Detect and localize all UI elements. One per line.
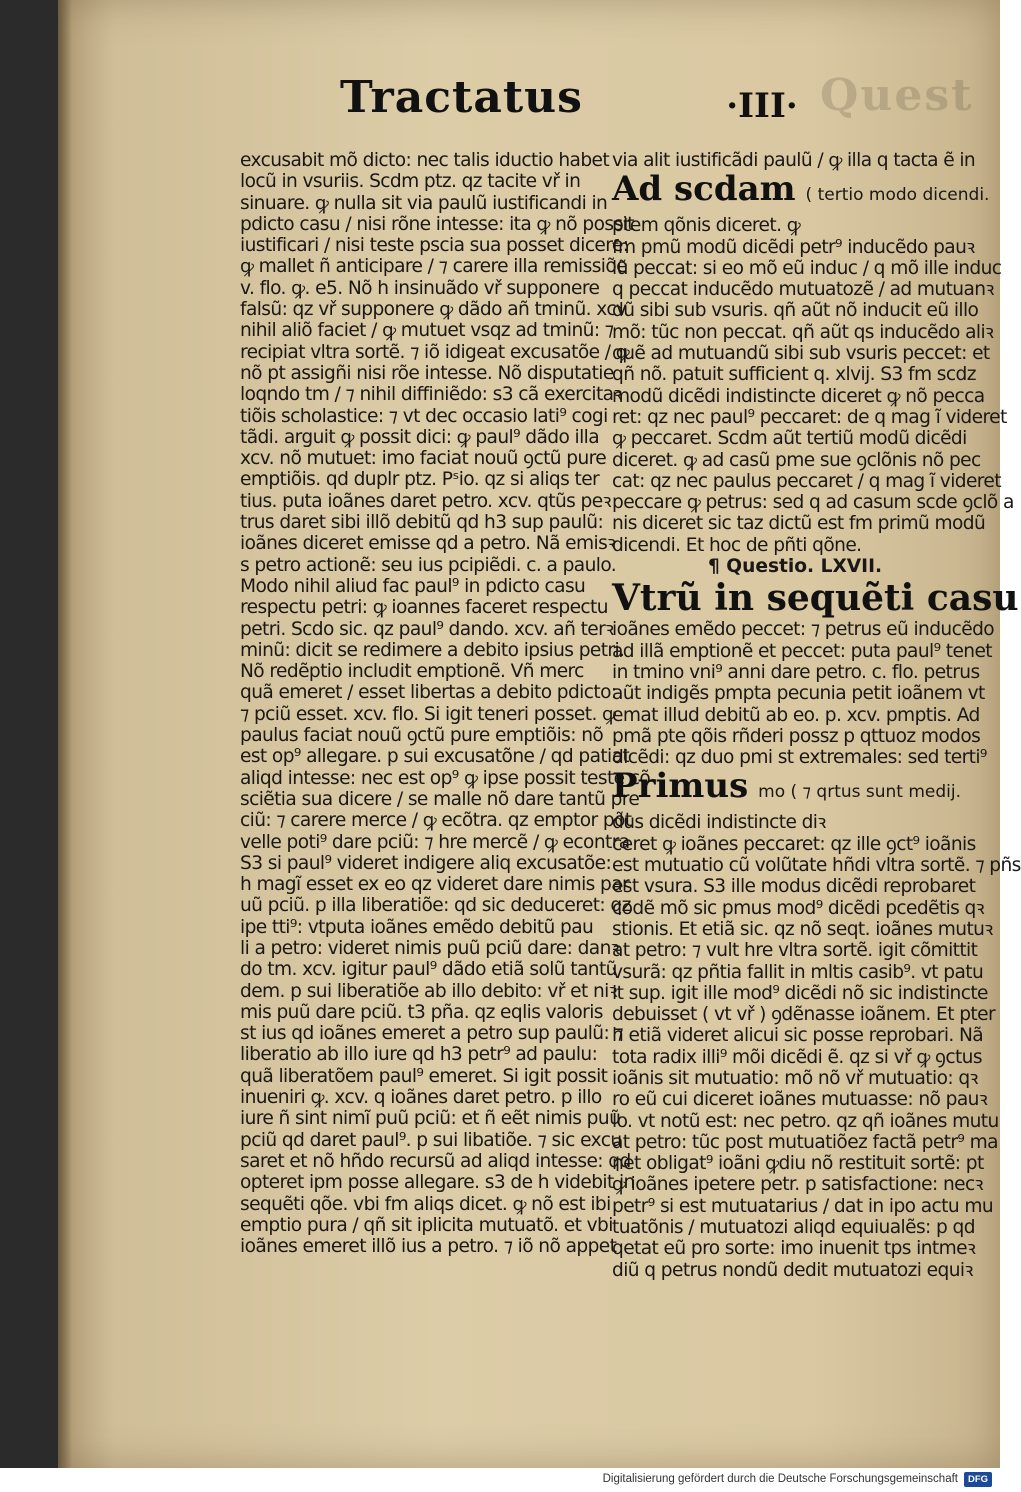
text-line: dicẽdi: qz duo pmi st extremales: sed terti⁹ bbox=[612, 747, 987, 769]
text-line: dus dicẽdi indistincte diꝛ bbox=[612, 812, 826, 834]
text-line: vsurã: qz pñtia fallit in mltis casib⁹. vt patu bbox=[612, 961, 984, 983]
dfg-logo: DFG bbox=[964, 1472, 992, 1487]
text-line: at petro: ⁊ vult hre vltra sortẽ. igit cõmittit bbox=[612, 940, 978, 962]
folio-value: III bbox=[738, 86, 786, 126]
text-line: net obligat⁹ ioãni ꝙdiu nõ restituit sortẽ: pt bbox=[612, 1153, 984, 1175]
text-line: ioãnes emeret illõ ius a petro. ⁊ iõ nõ appet bbox=[240, 1236, 617, 1258]
text-line: nõ pt assigñi nisi rõe intesse. Nõ disputatie bbox=[240, 362, 614, 384]
text-line: ꝙ peccaret. Scdm aũt tertiũ modũ dicẽdi bbox=[612, 428, 967, 450]
text-line: quã emeret / esset libertas a debito pdicto: bbox=[240, 682, 617, 704]
text-line: do tm. xcv. igitur paul⁹ dãdo etiã solũ tantũ bbox=[240, 959, 617, 981]
text-line: ⁊ pciũ esset. xcv. flo. Si igit teneri posset. ꝙ bbox=[240, 703, 616, 725]
text-line: minũ: dicit se redimere a debito ipsius petri. bbox=[240, 639, 625, 661]
text-line: li a petro: videret nimis puũ pciũ dare: danꝛ bbox=[240, 937, 619, 959]
footer-bar bbox=[0, 1468, 1000, 1492]
text-line: via alit iustificãdi paulũ / ꝙ illa q tacta ẽ in bbox=[612, 150, 976, 171]
text-line: dicendi. Et hoc de pñti qõne. bbox=[612, 534, 862, 556]
text-line: excusabit mõ dicto: nec talis iductio habet bbox=[240, 150, 610, 171]
question-label: ¶ Questio. LXVII. bbox=[708, 556, 883, 578]
text-line: paulus faciat nouũ ꝯctũ pure emptiõis: nõ bbox=[240, 725, 604, 747]
text-line: respectu petri: ꝙ ioannes faceret respectu bbox=[240, 597, 608, 619]
text-line: diceret. ꝙ ad casũ pme sue ꝯclõnis nõ pec bbox=[612, 449, 981, 471]
text-line: in tmino vni⁹ anni dare petro. c. flo. petrus bbox=[612, 661, 980, 683]
text-line: loqndo tm / ⁊ nihil diffiniẽdo: s3 cã exercitaꝛ bbox=[240, 384, 622, 406]
text-line: ro eũ cui diceret ioãnes mutuasse: nõ pauꝛ bbox=[612, 1089, 988, 1111]
section-rubric-primus bbox=[612, 768, 968, 812]
text-line: ioãnis sit mutuatio: mõ nõ vř mutuatio: qꝛ bbox=[612, 1067, 978, 1089]
text-line: ret: qz nec paul⁹ peccaret: de q mag ĩ videret bbox=[612, 406, 1007, 428]
rubric-initial-primus: Primus bbox=[612, 766, 749, 807]
text-line: velle poti⁹ dare pciũ: ⁊ hre mercẽ / ꝙ econtra bbox=[240, 831, 630, 853]
text-line: est vsura. S3 ille modus dicẽdi reprobaret bbox=[612, 876, 976, 898]
text-line: ciũ: ⁊ carere merce / ꝙ ecõtra. qz emptor põt bbox=[240, 810, 632, 832]
text-line: ceret ꝙ ioãnes peccaret: qz ille ꝯct⁹ ioãnis bbox=[612, 833, 976, 855]
text-line: h etiã videret alicui sic posse reprobari. Nã bbox=[612, 1025, 984, 1047]
text-line: ꝙ mallet ñ anticipare / ⁊ carere illa remissiõe bbox=[240, 256, 627, 278]
text-line: ioãnes diceret emisse qd a petro. Nã emisꝛ bbox=[240, 533, 616, 555]
text-line: tota radix illi⁹ mõi dicẽdi ẽ. qz si vř ꝙ ꝯctus bbox=[612, 1046, 982, 1068]
text-line: est mutuatio cũ volũtate hñdi vltra sortẽ. ⁊ pñs bbox=[612, 855, 1021, 877]
text-line: fm pmũ modũ dicẽdi petr⁹ inducẽdo pauꝛ bbox=[612, 236, 975, 258]
text-line: modũ dicẽdi indistincte diceret ꝙ nõ pecca bbox=[612, 385, 985, 407]
text-line: opteret ipm posse allegare. s3 de h videbit in bbox=[240, 1172, 635, 1194]
text-block-b bbox=[612, 619, 995, 769]
text-line: qetat eũ pro sorte: imo inuenit tps intmeꝛ bbox=[612, 1238, 976, 1260]
text-line: tãdi. arguit ꝙ possit dici: ꝙ paul⁹ dãdo illa bbox=[240, 426, 600, 448]
text-line: ioãnes emẽdo peccet: ⁊ petrus eũ inducẽdo bbox=[612, 619, 995, 641]
text-line: liberatio ab illo iure qd h3 petr⁹ ad paulu: bbox=[240, 1044, 598, 1066]
text-line: petr⁹ si est mutuatarius / dat in ipo actu mu bbox=[612, 1195, 994, 1217]
text-line: nis diceret sic taz dictũ est fm primũ modũ bbox=[612, 513, 986, 535]
text-line: Modo nihil aliud fac paul⁹ in pdicto casu bbox=[240, 575, 586, 597]
text-line: diũ q petrus nondũ dedit mutuatozi equiꝛ bbox=[612, 1259, 973, 1281]
text-line: codẽ mõ sic pmus mod⁹ dicẽdi pcedẽtis qꝛ bbox=[612, 897, 984, 919]
text-line: trus daret sibi illõ debitũ qd h3 sup paulũ: bbox=[240, 512, 604, 534]
text-line: iure ñ sint nimĩ puũ pciũ: et ñ eẽt nimis puũ bbox=[240, 1108, 621, 1130]
text-line: saret et nõ hñdo recursũ ad aliqd intesse: qd bbox=[240, 1150, 631, 1172]
text-line: uũ pciũ. p illa liberatiõe: qd sic deduceret: qz bbox=[240, 895, 631, 917]
text-line: recipiat vltra sortẽ. ⁊ iõ idigeat excusatõe / ꝙ bbox=[240, 341, 630, 363]
text-line: s petro actionẽ: seu ius pcipiẽdi. c. a paulo. bbox=[240, 554, 617, 576]
text-line: v. flo. ꝙ. e5. Nõ h insinuãdo vř supponere bbox=[240, 277, 600, 299]
right-text-column bbox=[612, 150, 1021, 1281]
rubric-initial: Ad scdam bbox=[612, 169, 796, 210]
text-line: emptio pura / qñ sit iplicita mutuatõ. et vbi bbox=[240, 1214, 613, 1236]
text-line: aliqd intesse: nec est op⁹ ꝙ ipse possit teste cõ bbox=[240, 767, 651, 789]
text-line: falsũ: qz vř supponere ꝙ dãdo añ tminũ. xcv bbox=[240, 299, 627, 321]
text-line: emptiõis. qd duplr ptz. Pˢio. qz si aliqs ter bbox=[240, 469, 600, 491]
text-line: lo. vt notũ est: nec petro. qz qñ ioãnes mutu bbox=[612, 1110, 999, 1132]
bleed-through-text: Quest bbox=[820, 70, 974, 121]
text-line: locũ in vsuriis. Scdm ptz. qz tacite vř in bbox=[240, 171, 581, 193]
text-line: nihil aliõ faciet / ꝙ mutuet vsqz ad tminũ: ⁊ bbox=[240, 320, 614, 342]
text-line: peccare ꝙ petrus: sed q ad casum scde ꝯclõ a bbox=[612, 492, 1014, 514]
text-line: q peccat inducẽdo mutuatozẽ / ad mutuanꝛ bbox=[612, 279, 994, 301]
text-line: xcv. nõ mutuet: imo faciat nouũ ꝯctũ pure bbox=[240, 448, 607, 470]
text-line: ipe tti⁹: vtputa ioãnes emẽdo debitũ pau bbox=[240, 916, 594, 938]
text-line: quẽ ad mutuandũ sibi sub vsuris peccet: et bbox=[612, 343, 990, 365]
text-line: inueniri ꝙ. xcv. q ioãnes daret petro. p illo bbox=[240, 1087, 602, 1109]
page-edge-shadow bbox=[58, 0, 72, 1468]
text-line: at petro: tũc post mutuatiõez factã petr⁹ ma bbox=[612, 1131, 998, 1153]
text-line: tuatõnis / mutuatozi aliqd equiualẽs: p qd bbox=[612, 1217, 975, 1239]
text-line: iustificari / nisi teste pscia sua posset dicere: bbox=[240, 235, 629, 257]
text-line: quã liberatõem paul⁹ emeret. Si igit possit bbox=[240, 1065, 608, 1087]
text-line: tius. puta ioãnes daret petro. xcv. qtũs peꝛ bbox=[240, 490, 611, 512]
text-line: stionis. Et etiã sic. qz nõ seqt. ioãnes mutuꝛ bbox=[612, 918, 993, 940]
funding-credit: Digitalisierung gefördert durch die Deutsche Forschungsgemeinschaft bbox=[602, 1473, 958, 1485]
text-line: dũ sibi sub vsuris. qñ aũt nõ inducit eũ illo bbox=[612, 300, 979, 322]
text-block-a bbox=[612, 215, 1014, 556]
text-line: st ius qd ioãnes emeret a petro sup paulũ: ⁊ bbox=[240, 1023, 624, 1045]
text-line: mis puũ dare pciũ. t3 pña. qz eqlis valoris bbox=[240, 1001, 603, 1023]
text-line: dem. p sui liberatiõe ab illo debito: vř et niꝛ bbox=[240, 980, 617, 1002]
text-line: pmã pte qõis rñderi possz p qttuoz modos bbox=[612, 725, 981, 747]
text-line: debuisset ( vt vř ) ꝯdẽnasse ioãnem. Et pter bbox=[612, 1004, 995, 1026]
folio-number: ·III· bbox=[726, 86, 798, 126]
text-line: emat illud debitũ ab eo. p. xcv. pmptis. Ad bbox=[612, 704, 980, 726]
text-line: est op⁹ allegare. p sui excusatõne / qd patiat bbox=[240, 746, 630, 768]
text-line: sciẽtia sua dicere / se malle nõ dare tantũ pre bbox=[240, 788, 640, 810]
text-line: it sup. igit ille mod⁹ dicẽdi nõ sic indistincte bbox=[612, 982, 988, 1004]
running-title: Tractatus bbox=[340, 72, 583, 123]
text-line: sequẽti qõe. vbi fm aliqs dicet. ꝙ nõ est ibi bbox=[240, 1193, 611, 1215]
text-line: pciũ qd daret paul⁹. p sui libatiõe. ⁊ sic excu bbox=[240, 1129, 622, 1151]
text-line: pdicto casu / nisi rõne intesse: ita ꝙ nõ possit bbox=[240, 213, 634, 235]
text-line: Nõ redẽptio includit emptionẽ. Vñ merc bbox=[240, 661, 584, 683]
text-line: ꝙ ioãnes ipetere petr. p satisfactione: necꝛ bbox=[612, 1174, 983, 1196]
left-text-column bbox=[240, 150, 651, 1258]
text-line: tiõis scholastice: ⁊ vt dec occasio lati⁹ cogi bbox=[240, 405, 608, 427]
text-line: lũ peccat: si eo mõ eũ induc / q mõ ille induc bbox=[612, 257, 1002, 279]
text-line: ad illã emptionẽ et peccet: puta paul⁹ tenet bbox=[612, 640, 993, 662]
text-line: ptem qõnis diceret. ꝙ bbox=[612, 215, 801, 237]
text-line: mõ: tũc non peccat. qñ aũt qs inducẽdo aliꝛ bbox=[612, 321, 994, 343]
text-line: qñ nõ. patuit sufficient q. xlvij. S3 fm scdz bbox=[612, 364, 976, 386]
text-block-c bbox=[612, 812, 1021, 1281]
text-line: cat: qz nec paulus peccaret / q mag ĩ videret bbox=[612, 470, 1001, 492]
rubric-rest-primus: mo ( ⁊ qrtus sunt medij. bbox=[758, 782, 962, 803]
question-title: Vtrũ in sequẽti casu bbox=[612, 577, 1019, 620]
text-line: petri. Scdo sic. qz paul⁹ dando. xcv. añ terꝛ bbox=[240, 618, 614, 640]
text-line: h magĩ esset ex eo qz videret dare nimis par bbox=[240, 874, 630, 896]
text-line: sinuare. ꝙ nulla sit via paulũ iustificandi in bbox=[240, 192, 608, 214]
text-line: S3 si paul⁹ videret indigere aliq excusatõe: bbox=[240, 852, 612, 874]
rubric-rest: ( tertio modo dicendi. bbox=[805, 185, 990, 206]
section-rubric bbox=[612, 169, 990, 215]
text-line: aũt indigẽs pmpta pecunia petit ioãnem vt bbox=[612, 683, 985, 705]
